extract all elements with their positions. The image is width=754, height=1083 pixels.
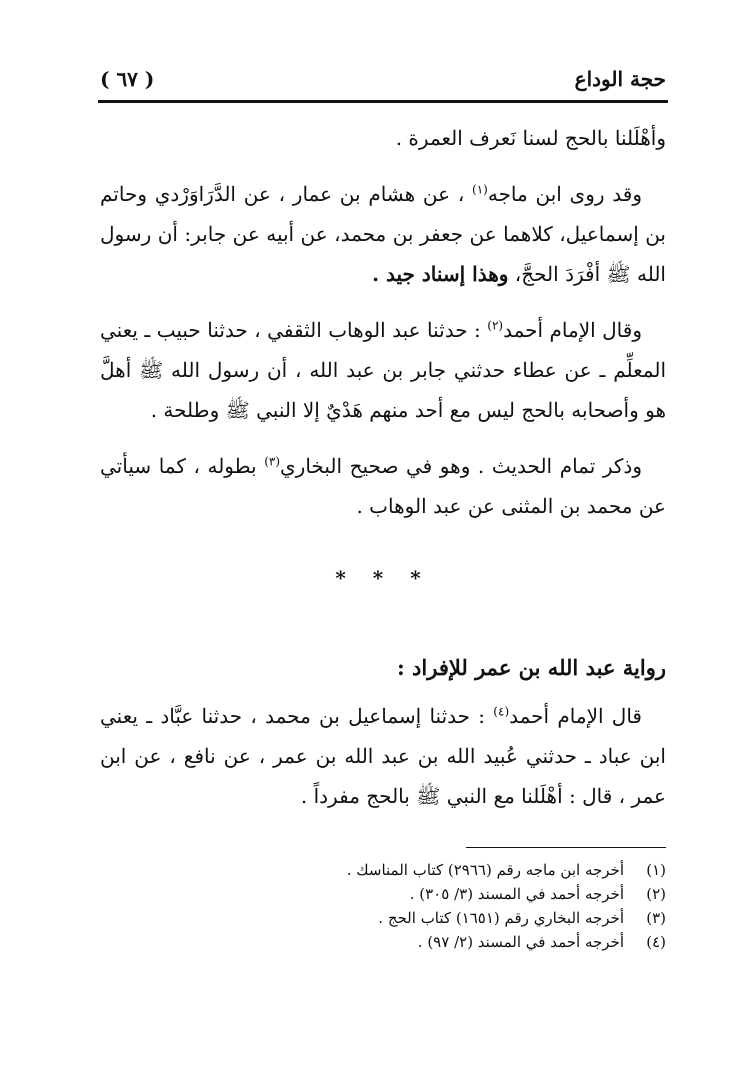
paragraph-2-text-b: ، عن هشام بن عمار ، عن الدَّرَاوَرْدي وحاتم بن إسماعيل، كلاهما عن جعفر بن محمد، عن أبيه عن جابر: أن رسول الله ﷺ أفْرَدَ الحجَّ، xyxy=(100,182,666,286)
section-heading: رواية عبد الله بن عمر للإفراد : xyxy=(396,655,666,680)
running-header xyxy=(100,64,666,94)
footnote-item xyxy=(100,906,666,930)
paragraph-3 xyxy=(100,310,666,430)
section-text-b: : حدثنا إسماعيل بن محمد ، حدثنا عبَّاد ـ يعني ابن عباد ـ حدثني عُبيد الله بن عبد الله بن عمر ، عن نافع ، عن ابن عمر ، قال : أهْلَلنا مع النبي ﷺ بالحج مفرداً . xyxy=(100,704,666,808)
footnote-ref-2: (٢) xyxy=(487,318,504,333)
section-paragraph xyxy=(100,696,666,816)
footnote-ref-1: (١) xyxy=(472,182,488,197)
footnotes xyxy=(100,858,666,954)
footnote-item xyxy=(100,882,666,906)
paragraph-4 xyxy=(100,446,666,526)
main-text xyxy=(100,118,666,526)
header-title: حجة الوداع xyxy=(574,67,666,91)
footnote-rule xyxy=(466,847,666,848)
paragraph-2 xyxy=(100,174,666,294)
paragraph-2-bold: وهذا إسناد جيد . xyxy=(372,262,509,286)
paragraph-1: وأهْلَلنا بالحج لسنا نَعرف العمرة . xyxy=(395,126,666,150)
page-number: ( ٦٧ ) xyxy=(100,67,155,91)
paragraph-4-text-b: بطوله ، كما سيأتي عن محمد بن المثنى عن عبد الوهاب . xyxy=(100,454,666,518)
footnote-item xyxy=(100,858,666,882)
paragraph-3-text-b: : حدثنا عبد الوهاب الثقفي ، حدثنا حبيب ـ يعني المعلِّم ـ عن عطاء حدثني جابر بن عبد الله ، أن رسول الله ﷺ أهلَّ هو وأصحابه بالحج ليس مع أحد منهم هَدْيٌ إلا النبي ﷺ وطلحة . xyxy=(100,318,666,422)
footnote-ref-4: (٤) xyxy=(493,704,510,719)
footnote-text: أخرجه ابن ماجه رقم (٢٩٦٦) كتاب المناسك . xyxy=(346,861,624,879)
paragraph-2-text-a: وقد روى ابن ماجه xyxy=(487,182,642,206)
header-rule xyxy=(98,100,668,103)
footnote-item xyxy=(100,930,666,954)
section-separator: * * * xyxy=(335,566,431,590)
footnote-text: أخرجه أحمد في المسند (٣/ ٣٠٥) . xyxy=(409,885,624,903)
footnote-text: أخرجه البخاري رقم (١٦٥١) كتاب الحج . xyxy=(378,909,624,927)
footnote-ref-3: (٣) xyxy=(264,454,281,469)
footnote-number: (٣) xyxy=(646,909,666,927)
section-ibn-umar xyxy=(100,648,666,816)
section-text-a: قال الإمام أحمد xyxy=(509,704,642,728)
footnote-number: (٢) xyxy=(646,885,666,903)
paragraph-3-text-a: وقال الإمام أحمد xyxy=(503,318,642,342)
footnote-text: أخرجه أحمد في المسند (٢/ ٩٧) . xyxy=(417,933,624,951)
footnote-number: (١) xyxy=(646,861,666,879)
paragraph-4-text-a: وذكر تمام الحديث . وهو في صحيح البخاري xyxy=(280,454,642,478)
footnote-number: (٤) xyxy=(646,933,666,951)
